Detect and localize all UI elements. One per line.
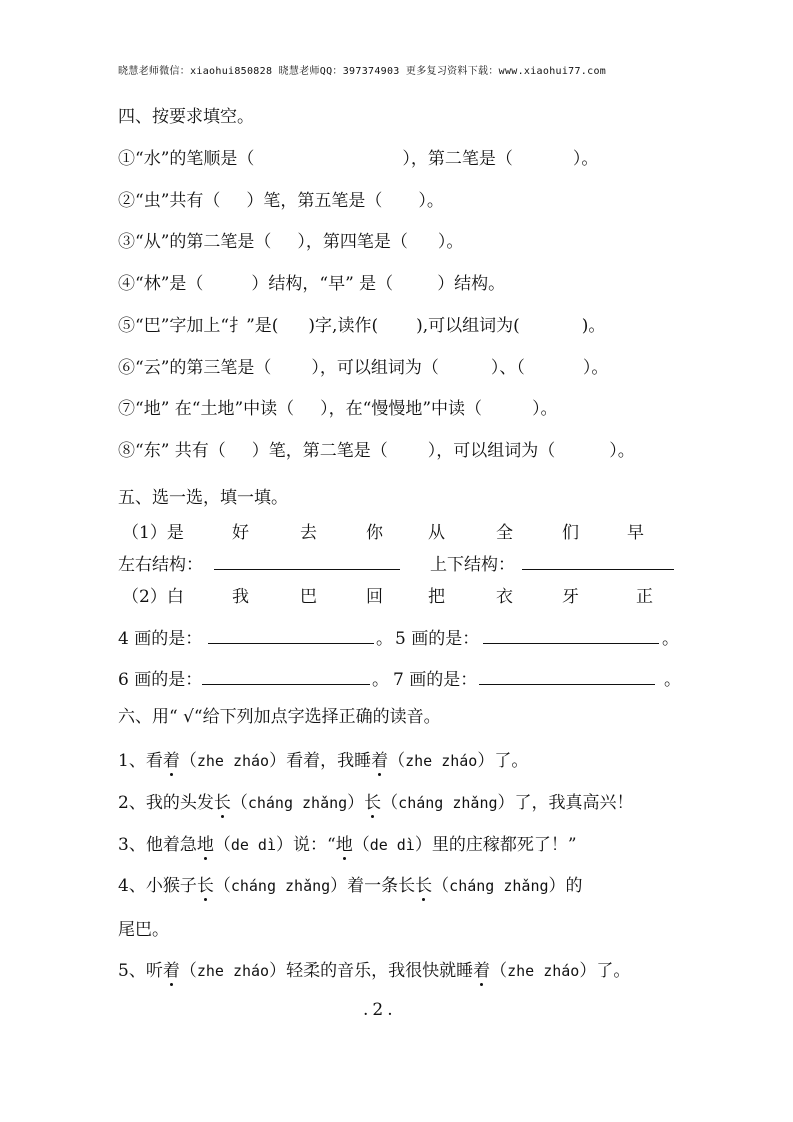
dotted-char: 长: [415, 871, 432, 896]
char-row-1-label: （1）是: [122, 523, 184, 543]
pinyin-options[interactable]: de dì: [230, 836, 276, 854]
char-item: 们: [562, 523, 579, 543]
char-row-2-label: （2）白: [122, 587, 184, 607]
section-4-title: 四、按要求填空。: [118, 107, 254, 127]
pinyin-options[interactable]: zhe zháo: [196, 962, 270, 980]
six-strokes-label: 6 画的是：: [118, 670, 203, 690]
seven-strokes-answer-line[interactable]: [479, 684, 655, 685]
top-bottom-answer-line[interactable]: [522, 569, 674, 570]
dotted-char: 着: [163, 956, 180, 981]
dotted-char: 着: [473, 956, 490, 981]
question-8: ⑧“东” 共有（ ）笔，第二笔是（ ），可以组词为（ ）。: [118, 441, 635, 461]
period-mark: 。: [376, 629, 393, 649]
question-6: ⑥“云”的第三笔是（ ），可以组词为（ ）、（ ）。: [118, 358, 609, 378]
five-strokes-label: 5 画的是：: [395, 629, 480, 649]
dotted-char: 地: [197, 830, 214, 855]
exercise-4-continued: 尾巴。: [118, 920, 169, 940]
question-5: ⑤“巴”字加上“扌”是( )字,读作( ),可以组词为( )。: [118, 316, 606, 336]
section-5-title: 五、选一选，填一填。: [118, 488, 288, 508]
section-6-title: 六、用“ √“给下列加点字选择正确的读音。: [118, 707, 441, 727]
period-mark: 。: [662, 629, 679, 649]
five-strokes-answer-line[interactable]: [483, 643, 659, 644]
four-strokes-label: 4 画的是：: [118, 629, 203, 649]
char-item: 巴: [300, 587, 317, 607]
char-item: 我: [232, 587, 249, 607]
char-item: 正: [636, 587, 653, 607]
exercise-3: 3、他着急地（de dì）说：“地（de dì）里的庄稼都死了！”: [118, 830, 577, 855]
question-7: ⑦“地” 在“土地”中读（ ），在“慢慢地”中读（ ）。: [118, 399, 558, 419]
dotted-char: 长: [214, 788, 231, 813]
dotted-char: 着: [371, 746, 388, 771]
four-strokes-answer-line[interactable]: [208, 643, 374, 644]
pinyin-options[interactable]: cháng zhǎng: [398, 794, 498, 812]
pinyin-options[interactable]: de dì: [369, 836, 415, 854]
top-bottom-label: 上下结构：: [430, 555, 515, 575]
char-item: 早: [627, 523, 644, 543]
char-item: 衣: [496, 587, 513, 607]
pinyin-options[interactable]: zhe zháo: [196, 752, 270, 770]
dotted-char: 长: [197, 871, 214, 896]
pinyin-options[interactable]: cháng zhǎng: [247, 794, 348, 812]
char-item: 牙: [562, 587, 579, 607]
char-item: 回: [366, 587, 383, 607]
six-strokes-answer-line[interactable]: [202, 684, 370, 685]
char-item: 全: [496, 523, 513, 543]
seven-strokes-label: 7 画的是：: [393, 670, 478, 690]
char-item: 把: [428, 587, 445, 607]
dotted-char: 长: [364, 788, 381, 813]
char-item: 你: [366, 523, 383, 543]
exercise-5: 5、听着（zhe zháo）轻柔的音乐，我很快就睡着（zhe zháo）了。: [118, 956, 630, 981]
header-contact-line: 晓慧老师微信：xiaohui850828 晓慧老师QQ：397374903 更多复习资料下载：www.xiaohui77.com: [118, 66, 607, 77]
pinyin-options[interactable]: zhe zháo: [507, 962, 580, 980]
question-4: ④“林”是（ ）结构，“早” 是（ ）结构。: [118, 274, 506, 294]
pinyin-options[interactable]: cháng zhǎng: [230, 877, 331, 895]
exercise-4: 4、小猴子长（cháng zhǎng）着一条长长（cháng zhǎng）的: [118, 871, 583, 896]
char-item: 从: [428, 523, 445, 543]
dotted-char: 地: [336, 830, 353, 855]
question-2: ②“虫”共有（ ）笔，第五笔是（ ）。: [118, 191, 444, 211]
question-3: ③“从”的第二笔是（ ），第四笔是（ ）。: [118, 232, 464, 252]
dotted-char: 着: [163, 746, 180, 771]
left-right-label: 左右结构：: [118, 555, 203, 575]
char-item: 去: [300, 523, 317, 543]
period-mark: 。: [664, 670, 681, 690]
exercise-2: 2、我的头发长（cháng zhǎng）长（cháng zhǎng）了，我真高兴！: [118, 788, 634, 813]
pinyin-options[interactable]: cháng zhǎng: [449, 877, 549, 895]
left-right-answer-line[interactable]: [214, 569, 400, 570]
question-1: ①“水”的笔顺是（ ），第二笔是（ ）。: [118, 149, 599, 169]
char-item: 好: [232, 523, 249, 543]
period-mark: 。: [372, 670, 389, 690]
page-number: .2.: [363, 1000, 397, 1020]
pinyin-options[interactable]: zhe zháo: [405, 752, 478, 770]
exercise-1: 1、看着（zhe zháo）看着，我睡着（zhe zháo）了。: [118, 746, 528, 771]
